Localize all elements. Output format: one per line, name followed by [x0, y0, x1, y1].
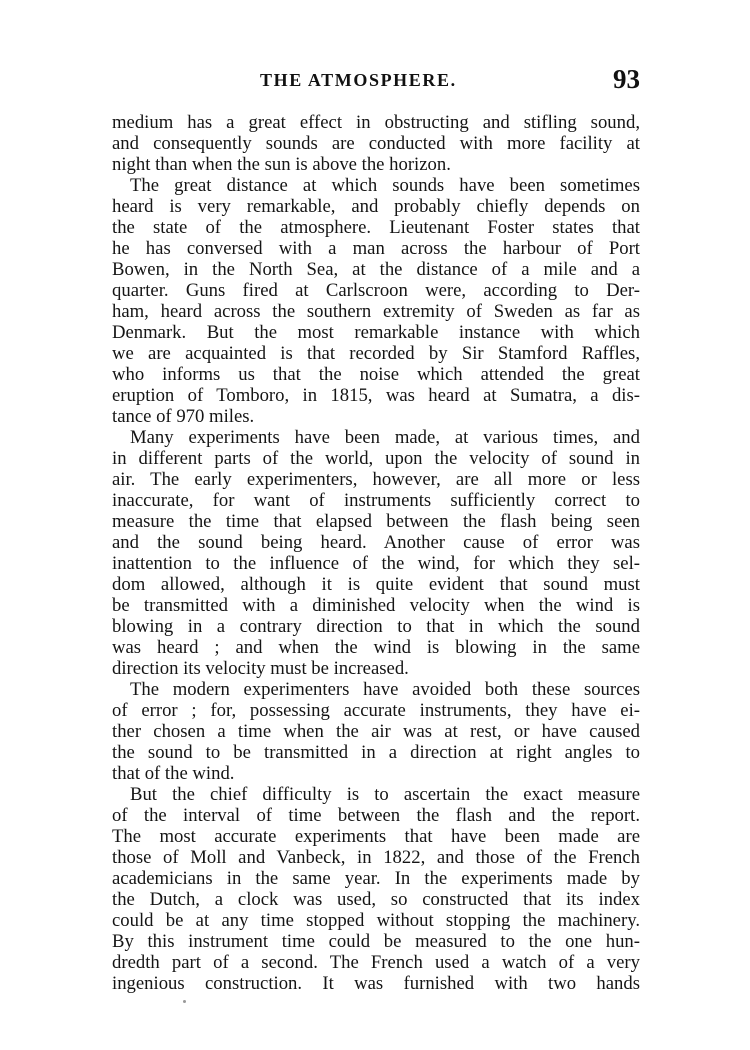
text-line: ham, heard across the southern extremity of Sweden as far as: [112, 301, 640, 322]
text-line: was heard ; and when the wind is blowing in the same: [112, 637, 640, 658]
text-line: The most accurate experiments that have been made are: [112, 826, 640, 847]
text-line: inattention to the influence of the wind, for which they sel-: [112, 553, 640, 574]
body-text: [112, 112, 640, 994]
text-line: measure the time that elapsed between the flash being seen: [112, 511, 640, 532]
text-line: and consequently sounds are conducted with more facility at: [112, 133, 640, 154]
text-line: the sound to be transmitted in a direction at right angles to: [112, 742, 640, 763]
text-line: of error ; for, possessing accurate instruments, they have ei-: [112, 700, 640, 721]
running-head: [112, 64, 640, 96]
text-line: eruption of Tomboro, in 1815, was heard at Sumatra, a dis-: [112, 385, 640, 406]
text-line: tance of 970 miles.: [112, 406, 255, 427]
text-line: But the chief difficulty is to ascertain the exact measure: [130, 784, 640, 805]
text-line: The great distance at which sounds have been sometimes: [130, 175, 640, 196]
text-line: Denmark. But the most remarkable instance with which: [112, 322, 640, 343]
text-line: and the sound being heard. Another cause of error was: [112, 532, 640, 553]
text-line: who informs us that the noise which attended the great: [112, 364, 640, 385]
running-title: THE ATMOSPHERE.: [260, 70, 457, 90]
text-line: could be at any time stopped without stopping the machinery.: [112, 910, 640, 931]
text-line: dom allowed, although it is quite evident that sound must: [112, 574, 640, 595]
text-line: quarter. Guns fired at Carlscroon were, according to Der-: [112, 280, 640, 301]
text-line: inaccurate, for want of instruments sufficiently correct to: [112, 490, 640, 511]
text-line: be transmitted with a diminished velocity when the wind is: [112, 595, 640, 616]
text-line: the Dutch, a clock was used, so constructed that its index: [112, 889, 640, 910]
text-line: ther chosen a time when the air was at rest, or have caused: [112, 721, 640, 742]
text-line: blowing in a contrary direction to that in which the sound: [112, 616, 640, 637]
text-line: Bowen, in the North Sea, at the distance of a mile and a: [112, 259, 640, 280]
text-line: The modern experimenters have avoided both these sources: [130, 679, 640, 700]
text-line: air. The early experimenters, however, are all more or less: [112, 469, 640, 490]
text-line: that of the wind.: [112, 763, 235, 784]
page-speck: [183, 1000, 186, 1003]
text-line: the state of the atmosphere. Lieutenant Foster states that: [112, 217, 640, 238]
text-line: ingenious construction. It was furnished with two hands: [112, 973, 640, 994]
text-line: night than when the sun is above the horizon.: [112, 154, 451, 175]
text-line: heard is very remarkable, and probably chiefly depends on: [112, 196, 640, 217]
text-line: direction its velocity must be increased.: [112, 658, 409, 679]
text-line: in different parts of the world, upon the velocity of sound in: [112, 448, 640, 469]
text-line: he has conversed with a man across the harbour of Port: [112, 238, 640, 259]
text-line: Many experiments have been made, at various times, and: [130, 427, 640, 448]
text-line: dredth part of a second. The French used a watch of a very: [112, 952, 640, 973]
text-line: By this instrument time could be measured to the one hun-: [112, 931, 640, 952]
text-line: medium has a great effect in obstructing and stifling sound,: [112, 112, 640, 133]
text-line: of the interval of time between the flash and the report.: [112, 805, 640, 826]
text-line: academicians in the same year. In the experiments made by: [112, 868, 640, 889]
text-line: those of Moll and Vanbeck, in 1822, and those of the French: [112, 847, 640, 868]
text-line: we are acquainted is that recorded by Sir Stamford Raffles,: [112, 343, 640, 364]
page-number: 93: [613, 64, 640, 94]
